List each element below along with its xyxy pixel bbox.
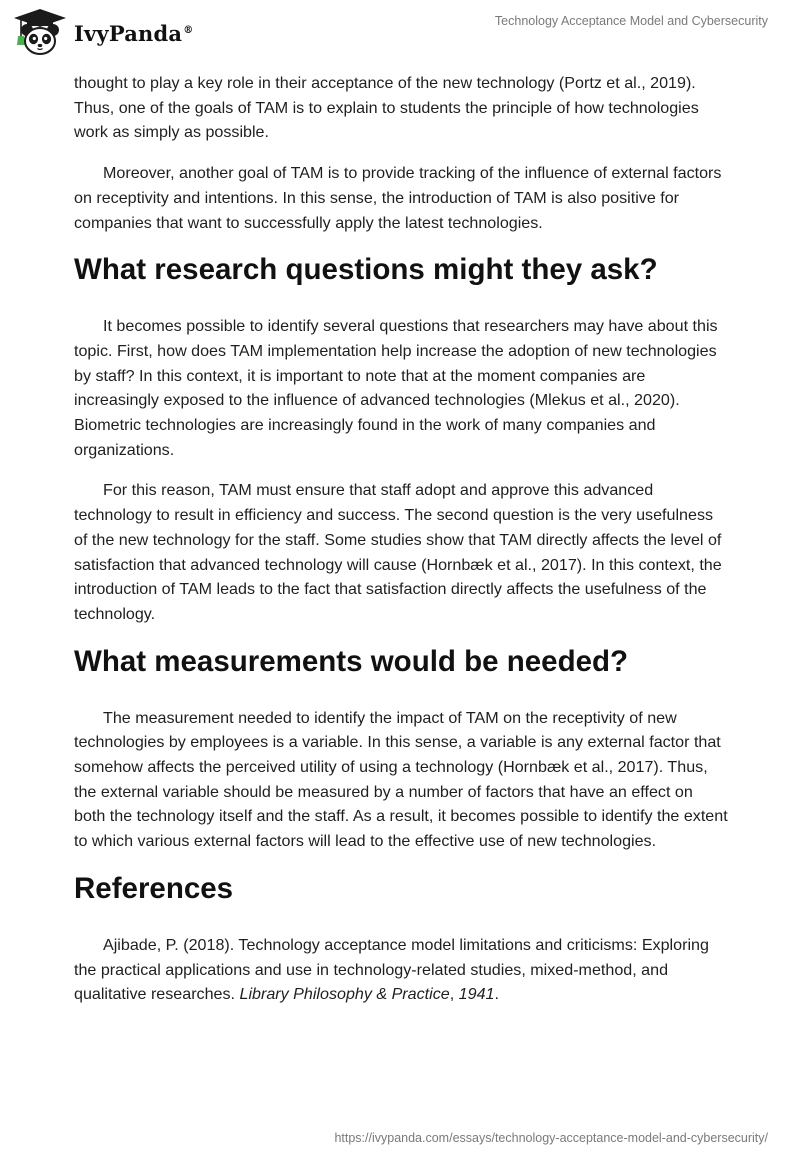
reference-end: . xyxy=(494,985,499,1004)
ivypanda-logo[interactable] xyxy=(12,6,193,58)
section-heading-references: References xyxy=(74,871,234,905)
paragraph: The measurement needed to identify the impact of TAM on the receptivity of new technologies by employees is a variable. In this sense, a variable is any external factor that somehow affects the perceived utility of using a technology (Hornbæk et al., 2017). Thus, the external variable should be measured by a number of factors that have an effect on both the technology itself and the staff. As a result, it becomes possible to identify the extent to which various external factors will lead to the effective use of new technologies. xyxy=(74,708,728,851)
reference-separator: , xyxy=(449,985,459,1004)
reference-text: Ajibade, P. (2018). Technology acceptance model limitations and criticisms: Exploring the practical applications and use in technology-related studies, mixed-method, and qualitative researches. xyxy=(74,935,709,1004)
paragraph: thought to play a key role in their acceptance of the new technology (Portz et al., 2019). Thus, one of the goals of TAM is to explain to students the principle of how technologies work as simply as possible. xyxy=(74,74,699,142)
logo-wordmark xyxy=(74,21,193,46)
logo-name: IvyPanda xyxy=(74,20,183,46)
page-url-link[interactable]: https://ivypanda.com/essays/technology-acceptance-model-and-cybersecurity/ xyxy=(334,1131,768,1145)
section-heading-research-questions: What research questions might they ask? xyxy=(74,253,658,287)
reference-entry xyxy=(74,933,728,1007)
section-heading-measurements: What measurements would be needed? xyxy=(74,644,629,678)
reference-journal: Library Philosophy & Practice xyxy=(239,985,450,1004)
document-body xyxy=(74,71,728,1023)
registered-mark: ® xyxy=(183,24,194,36)
paragraph: It becomes possible to identify several questions that researchers may have about this topic. First, how does TAM implementation help increase the adoption of new technologies by staff? In this context, it is important to note that at the moment companies are increasingly exposed to the influence of advanced technologies (Mlekus et al., 2020). Biometric technologies are increasingly found in the work of many companies and organizations. xyxy=(74,317,718,459)
paragraph: Moreover, another goal of TAM is to provide tracking of the influence of external factors on receptivity and intentions. In this sense, the introduction of TAM is also positive for companies that want to successfully apply the latest technologies. xyxy=(74,164,722,232)
panda-graduate-icon xyxy=(12,7,68,57)
paragraph: For this reason, TAM must ensure that staff adopt and approve this advanced technology to result in efficiency and success. The second question is the very usefulness of the new technology for the staff. Some studies show that TAM directly affects the level of satisfaction that advanced technology will cause (Hornbæk et al., 2017). In this context, the introduction of TAM leads to the fact that satisfaction directly affects the usefulness of the technology. xyxy=(74,481,722,623)
reference-volume: 1941 xyxy=(458,985,495,1004)
page-header xyxy=(0,0,800,64)
document-title: Technology Acceptance Model and Cybersecurity xyxy=(494,14,768,28)
